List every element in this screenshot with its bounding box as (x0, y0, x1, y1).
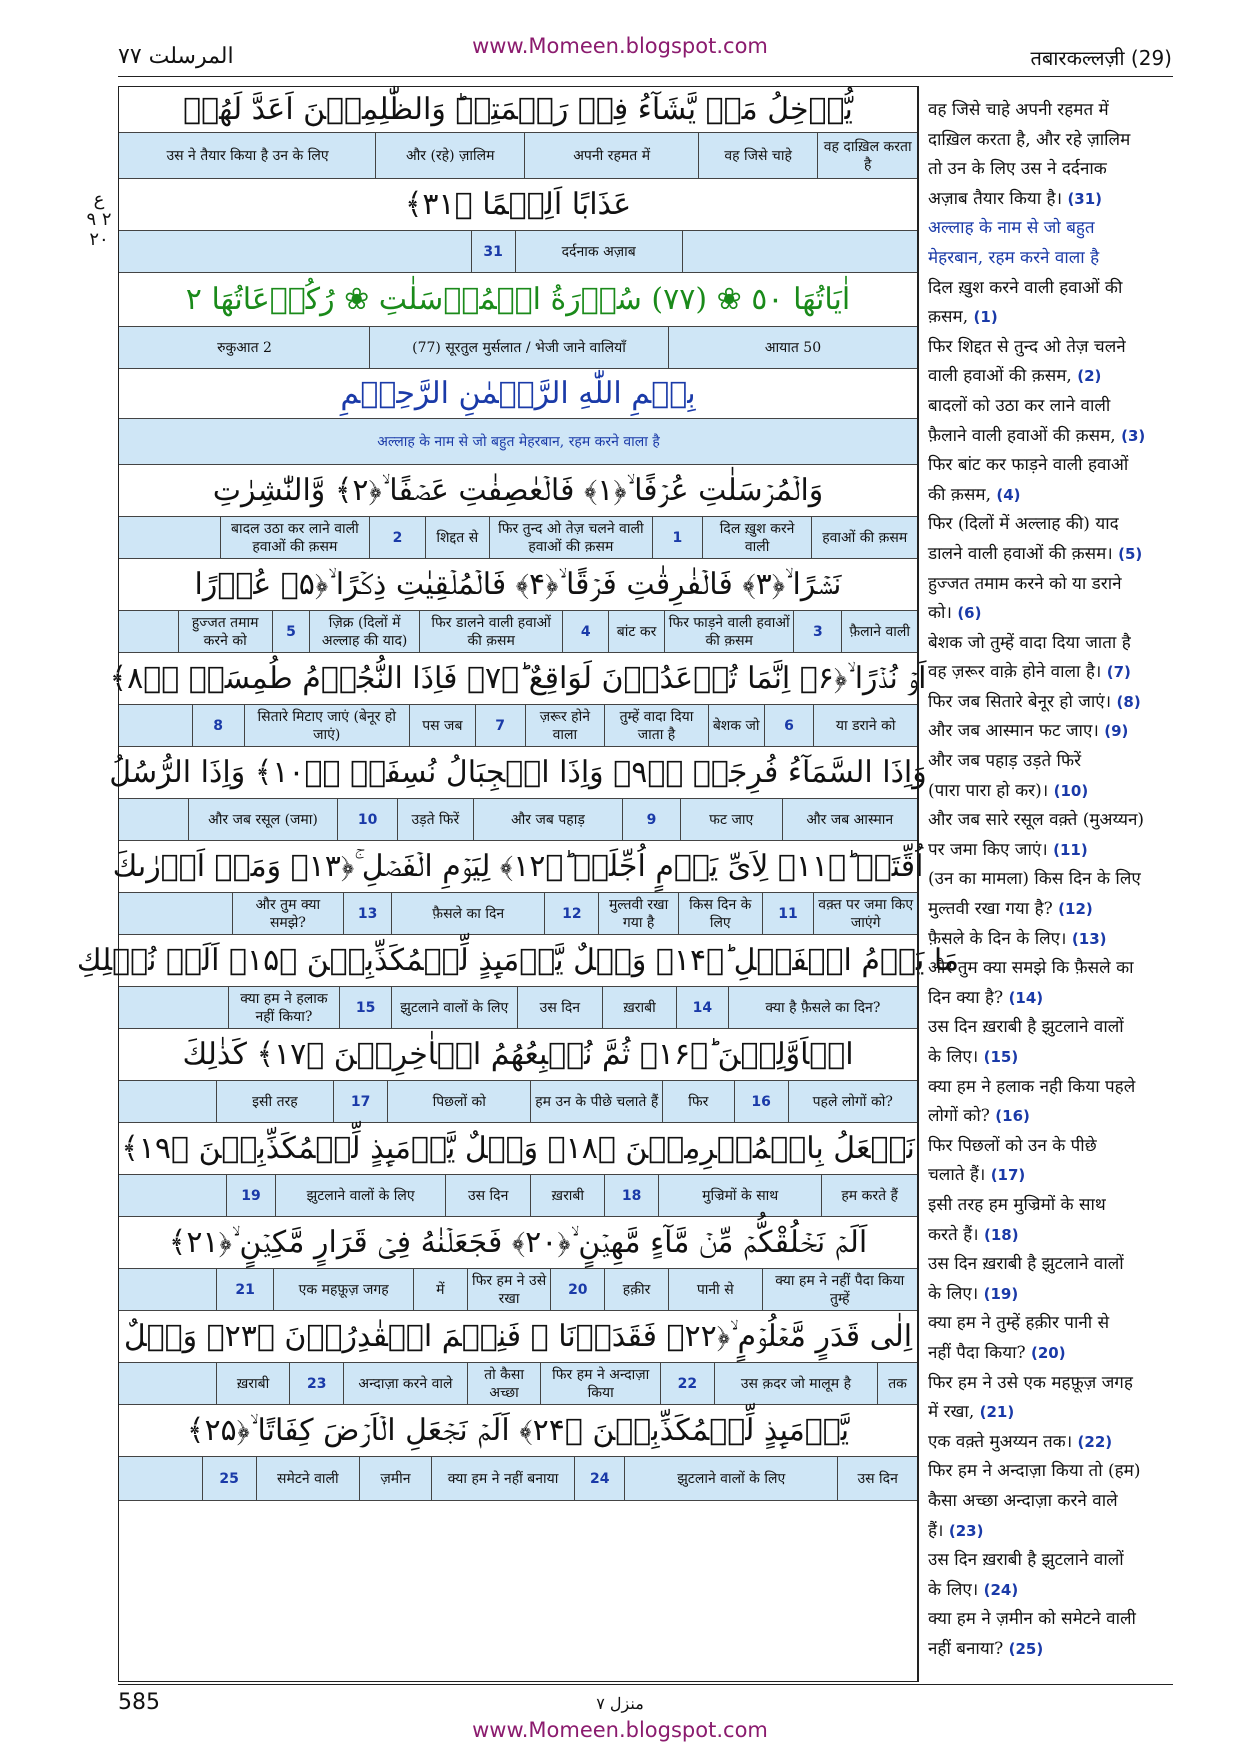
word-meaning-cell: किस दिन के लिए (678, 893, 762, 934)
page-number: 585 (118, 1690, 160, 1715)
verse-number-cell: 2 (369, 517, 425, 558)
translation-text: फिर बांट कर फाड़ने वाली हवाओं (928, 455, 1129, 476)
translation-line (928, 126, 1170, 156)
verse-number-cell: 20 (550, 1269, 604, 1310)
translation-text: फिर पिछलों को उन के पीछे (928, 1135, 1097, 1156)
translation-line (928, 1487, 1170, 1517)
translation-line (928, 1369, 1170, 1399)
word-meaning-cell: फिर हम ने अन्दाज़ा किया (540, 1363, 660, 1404)
word-meaning-cell: दिल ख़ुश करने वाली (702, 517, 812, 558)
arabic-verse-row: اَوۡ نُذۡرًا ۙ﴿۶﴾ اِنَّمَا تُوۡعَدُوۡنَ لَوَاقِعٌ ؕ﴿۷﴾ فَاِذَا النُّجُوۡمُ طُمِسَتۡ ۙ﴿۸﴾ (119, 653, 917, 705)
translation-row (119, 419, 917, 465)
word-meaning-cell: और (रहे) ज़ालिम (375, 133, 524, 178)
word-meaning-cell (120, 231, 471, 272)
word-meaning-cell: उड़ते फिरें (397, 799, 473, 840)
translation-line (928, 570, 1170, 600)
website-footer[interactable]: www.Momeen.blogspot.com (472, 1718, 768, 1742)
word-meaning-cell (120, 705, 192, 746)
translation-text: के लिए। (928, 1283, 984, 1304)
word-meaning-cell: हम उन के पीछे चलाते हैं (530, 1081, 662, 1122)
verse-number: (14) (1008, 988, 1044, 1007)
verse-number: (13) (1071, 929, 1107, 948)
word-meaning-cell: उस दिन (445, 1175, 531, 1216)
word-meaning-cell (120, 1269, 216, 1310)
word-meaning-cell: हुज्जत तमाम करने को (178, 611, 272, 652)
verse-number: (7) (1106, 663, 1131, 682)
verse-number-cell: 6 (764, 705, 814, 746)
translation-text: उस दिन ख़राबी है झुटलाने वालों (928, 1017, 1124, 1038)
arabic-verse-row: عَذَابًا اَلِيۡمًا ﴿۳۱﴾ (119, 179, 917, 231)
word-meaning-cell: मुल्तवी रखा गया है (598, 893, 678, 934)
verse-number: (22) (1077, 1432, 1113, 1451)
translation-text: चलाते हैं। (928, 1165, 991, 1186)
word-meaning-cell (120, 987, 228, 1028)
verse-number-cell: 15 (339, 987, 391, 1028)
translation-row (119, 799, 917, 841)
word-meaning-cell: फिर तुन्द ओ तेज़ चलने वाली हवाओं की क़सम (489, 517, 652, 558)
verse-number-cell: 11 (762, 893, 814, 934)
verse-number: (19) (983, 1284, 1019, 1303)
translation-text: अज़ाब तैयार किया है। (928, 188, 1068, 209)
verse-number: (25) (1008, 1639, 1044, 1658)
word-meaning-cell: वह दाख़िल करता है (817, 133, 917, 178)
translation-row (119, 517, 917, 559)
word-meaning-cell: बेशक जो (708, 705, 764, 746)
word-meaning-cell: क्या हम ने नहीं बनाया (431, 1457, 574, 1500)
word-meaning-cell: फिर फाड़ने वाली हवाओं की क़सम (664, 611, 794, 652)
translation-text: उस दिन ख़राबी है झुटलाने वालों (928, 1550, 1124, 1571)
translation-text: एक वक़्ते मुअय्यन तक। (928, 1431, 1078, 1452)
translation-line (928, 451, 1170, 481)
translation-line (928, 629, 1170, 659)
translation-text: दाख़िल करता है, और रहे ज़ालिम (928, 129, 1131, 150)
translation-text: की क़सम, (928, 484, 997, 505)
verse-number-cell: 24 (574, 1457, 624, 1500)
word-meaning-cell: क्या हम ने नहीं पैदा किया तुम्हें (762, 1269, 917, 1310)
word-meaning-cell: एक महफ़ूज़ जगह (273, 1269, 412, 1310)
translation-text: बेशक जो तुम्हें वादा दिया जाता है (928, 632, 1131, 653)
translation-text: क्या हम ने तुम्हें हक़ीर पानी से (928, 1313, 1110, 1334)
translation-line (928, 1635, 1170, 1665)
word-meaning-cell (120, 799, 188, 840)
word-meaning-cell: सितारे मिटाए जाएं (बेनूर हो जाएं) (244, 705, 409, 746)
translation-line (928, 1517, 1170, 1547)
word-meaning-cell: तो कैसा अच्छा (467, 1363, 541, 1404)
translation-line (928, 362, 1170, 392)
word-meaning-cell: अपनी रहमत में (524, 133, 697, 178)
word-meaning-cell: हक़ीर (604, 1269, 668, 1310)
translation-line (928, 1457, 1170, 1487)
translation-text: फिर हम ने उसे एक महफ़ूज़ जगह (928, 1372, 1133, 1393)
verse-number-cell: 21 (216, 1269, 274, 1310)
translation-text: और तुम क्या समझे कि फ़ैसले का (928, 958, 1134, 979)
word-meaning-cell: पहले लोगों को? (788, 1081, 918, 1122)
verse-number-cell: 8 (192, 705, 244, 746)
verse-number: (21) (979, 1403, 1015, 1422)
verse-number-cell: 19 (226, 1175, 276, 1216)
translation-text: क़सम, (928, 307, 974, 328)
translation-row (119, 1081, 917, 1123)
translation-line (928, 303, 1170, 333)
translation-row (119, 1457, 917, 1501)
translation-line (928, 1221, 1170, 1251)
translation-text: दिल ख़ुश करने वाली हवाओं की (928, 277, 1123, 298)
translation-column (928, 96, 1170, 1664)
translation-line (928, 1428, 1170, 1458)
manzil-label: منزل ۷ (596, 1694, 644, 1713)
word-meaning-cell (120, 611, 178, 652)
translation-text: और जब पहाड़ उड़ते फिरें (928, 751, 1082, 772)
translation-text: के लिए। (928, 1047, 984, 1067)
word-meaning-cell: झुटलाने वालों के लिए (624, 1457, 837, 1500)
word-meaning-cell (120, 1175, 226, 1216)
word-meaning-cell: मुज्रिमों के साथ (658, 1175, 821, 1216)
translation-text: लोगों को? (928, 1106, 996, 1127)
translation-line (928, 1043, 1170, 1073)
word-meaning-cell: फिर डालने वाली हवाओं की क़सम (419, 611, 562, 652)
translation-line (928, 806, 1170, 836)
verse-number-cell: 31 (471, 231, 515, 272)
verse-number-cell: 18 (604, 1175, 658, 1216)
word-meaning-cell: वक़्त पर जमा किए जाएंगे (813, 893, 917, 934)
translation-text: डालने वाली हवाओं की क़सम। (928, 543, 1119, 564)
word-meaning-cell (120, 1457, 202, 1500)
translation-line (928, 1161, 1170, 1191)
verse-number: (4) (996, 485, 1021, 504)
translation-line (928, 895, 1170, 925)
arabic-verse-row: يُّدۡخِلُ مَنۡ يَّشَآءُ فِىۡ رَحۡمَتِهٖ‌ؕ وَالظّٰلِمِيۡنَ اَعَدَّ لَهُمۡ (119, 87, 917, 133)
translation-line (928, 274, 1170, 304)
translation-line (928, 1605, 1170, 1635)
translation-text: फिर शिद्दत से तुन्द ओ तेज़ चलने (928, 336, 1126, 357)
translation-row (119, 327, 917, 369)
word-meaning-cell: और जब रसूल (जमा) (188, 799, 337, 840)
translation-text: और जब आस्मान फट जाए। (928, 721, 1105, 742)
translation-line (928, 954, 1170, 984)
word-meaning-cell: उस दिन (837, 1457, 917, 1500)
word-meaning-cell: और तुम क्या समझे? (232, 893, 344, 934)
translation-text: उस दिन ख़राबी है झुटलाने वालों (928, 1254, 1124, 1275)
translation-row (119, 1269, 917, 1311)
verse-number-cell: 22 (660, 1363, 714, 1404)
translation-text: (पारा पारा हो कर)। (928, 780, 1054, 801)
translation-line (928, 422, 1170, 452)
word-meaning-cell: ज़रूर होने वाला (525, 705, 605, 746)
translation-line (928, 925, 1170, 955)
translation-text: तो उन के लिए उस ने दर्दनाक (928, 159, 1107, 180)
translation-line (928, 865, 1170, 895)
translation-text: कैसा अच्छा अन्दाज़ा करने वाले (928, 1490, 1118, 1511)
word-meaning-cell: तुम्हें वादा दिया जाता है (604, 705, 708, 746)
word-meaning-cell: उस क़दर जो मालूम है (714, 1363, 877, 1404)
translation-line (928, 155, 1170, 185)
word-meaning-cell: या डराने को (813, 705, 917, 746)
translation-text: क्या हम ने ज़मीन को समेटने वाली (928, 1609, 1136, 1630)
verse-number-cell: 7 (475, 705, 525, 746)
arabic-verse-row: مَا يَوۡمُ الۡفَصۡلِ ؕ﴿۱۴﴾ وَيۡلٌ يَّوۡمَٮِٕذٍ لِّلۡمُكَذِّبِيۡنَ ﴿۱۵﴾ اَلَمۡ نُهۡلِكِ (119, 935, 917, 987)
translation-text: दिन क्या है? (928, 987, 1009, 1008)
translation-text: नहीं बनाया? (928, 1638, 1009, 1659)
translation-line (928, 185, 1170, 215)
word-meaning-cell: और जब आस्मान (782, 799, 917, 840)
translation-row (119, 987, 917, 1029)
translation-line (928, 1280, 1170, 1310)
verse-number: (18) (983, 1225, 1019, 1244)
verse-number: (31) (1067, 189, 1103, 208)
word-meaning-cell: फिर (662, 1081, 734, 1122)
word-meaning-cell (120, 1081, 216, 1122)
word-meaning-cell: उस दिन (517, 987, 603, 1028)
verse-number: (15) (983, 1048, 1019, 1066)
word-meaning-cell (682, 231, 917, 272)
word-meaning-cell: पानी से (668, 1269, 762, 1310)
word-meaning-cell: पिछलों को (387, 1081, 530, 1122)
translation-line (928, 1102, 1170, 1132)
verse-number: (1) (973, 308, 998, 327)
word-meaning-cell: बांट कर (608, 611, 664, 652)
translation-line (928, 244, 1170, 274)
word-meaning-cell: फट जाए (680, 799, 782, 840)
word-meaning-cell: झुटलाने वालों के लिए (391, 987, 517, 1028)
arabic-verse-row: نَشۡرًا ۙ﴿۳﴾ فَالۡفٰرِقٰتِ فَرۡقًا ۙ﴿۴﴾ فَالۡمُلۡقِيٰتِ ذِكۡرًا ۙ﴿۵﴾ عُذۡرًا (119, 559, 917, 611)
arabic-verse-row: اٰيَاتُهَا ٥٠ ❀ (٧٧) سُوۡرَةُ الۡمُرۡسَلٰتِ ❀ رُكُوۡعَاتُهَا ٢ (119, 273, 917, 327)
word-meaning-cell: फिर हम ने उसे रखा (467, 1269, 551, 1310)
word-meaning-cell: पस जब (409, 705, 475, 746)
word-meaning-cell: झुटलाने वालों के लिए (275, 1175, 444, 1216)
juz-header: तबारकल्लज़ी (29) (1030, 46, 1172, 70)
translation-line (928, 214, 1170, 244)
translation-line (928, 1576, 1170, 1606)
translation-line (928, 599, 1170, 629)
verse-number-cell: 1 (652, 517, 702, 558)
arabic-verse-row: الۡاَوَّلِيۡنَ ؕ﴿۱۶﴾ ثُمَّ نُتۡبِعُهُمُ الۡاٰخِرِيۡنَ ﴿۱۷﴾ كَذٰلِكَ (119, 1029, 917, 1081)
verse-number-cell: 5 (272, 611, 310, 652)
website-header[interactable]: www.Momeen.blogspot.com (472, 34, 768, 58)
translation-line (928, 1309, 1170, 1339)
translation-line (928, 1339, 1170, 1369)
footer-rule (118, 1684, 1173, 1685)
verse-number: (24) (983, 1580, 1019, 1599)
word-meaning-cell (120, 517, 220, 558)
translation-text: फिर हम ने अन्दाज़ा किया तो (हम) (928, 1461, 1141, 1482)
translation-line (928, 540, 1170, 570)
word-meaning-cell: उस ने तैयार किया है उन के लिए (166, 147, 329, 164)
translation-text: मेहरबान, रहम करने वाला है (928, 247, 1100, 268)
arabic-verse-row: بِسۡمِ اللّٰهِ الرَّحۡمٰنِ الرَّحِيۡمِ (119, 369, 917, 419)
translation-line (928, 984, 1170, 1014)
translation-text: के लिए। (928, 1579, 984, 1600)
translation-text: फिर जब सितारे बेनूर हो जाएं। (928, 691, 1117, 712)
word-meaning-cell: समेटने वाली (256, 1457, 360, 1500)
translation-text: वह ज़रूर वाक़े होने वाला है। (928, 662, 1107, 683)
verse-number: (12) (1058, 900, 1093, 919)
word-meaning-cell: रुकुआत 2 (217, 339, 272, 356)
word-meaning-cell: तक (877, 1363, 917, 1404)
arabic-verse-row: يَّوۡمَٮِٕذٍ لِّلۡمُكَذِّبِيۡنَ ﴿۲۴﴾ اَلَمۡ نَجۡعَلِ الۡاَرۡضَ كِفَاتًا ۙ﴿۲۵﴾ (119, 1405, 917, 1457)
arabic-verse-row: وَالۡمُرۡسَلٰتِ عُرۡفًا ۙ﴿۱﴾ فَالۡعٰصِفٰتِ عَصۡفًا ۙ﴿۲﴾ وَّالنّٰشِرٰتِ (119, 465, 917, 517)
translation-row (119, 231, 917, 273)
word-meaning-cell: ख़राबी (602, 987, 676, 1028)
word-meaning-cell: ज़िक्र (दिलों में अल्लाह की याद) (309, 611, 419, 652)
translation-line (928, 481, 1170, 511)
verse-number-cell: 23 (289, 1363, 343, 1404)
arabic-verse-row: نَفۡعَلُ بِالۡمُجۡرِمِيۡنَ ﴿۱۸﴾ وَيۡلٌ يَّوۡمَٮِٕذٍ لِّلۡمُكَذِّبِيۡنَ ﴿۱۹﴾ (119, 1123, 917, 1175)
word-meaning-cell: फ़ैलाने वाली (841, 611, 917, 652)
verse-number: (6) (957, 604, 982, 623)
verse-number-cell: 4 (562, 611, 608, 652)
verse-number: (23) (948, 1521, 984, 1540)
word-meaning-cell: अल्लाह के नाम से जो बहुत मेहरबान, रहम करने वाला है (377, 433, 660, 450)
translation-text: हैं। (928, 1520, 949, 1541)
surah-name-header: المرسلت ۷۷ (118, 44, 234, 69)
translation-text: फ़ैलाने वाली हवाओं की क़सम, (928, 425, 1122, 446)
verse-number: (17) (990, 1166, 1026, 1185)
translation-text: फिर (दिलों में अल्लाह की) याद (928, 514, 1119, 535)
translation-line (928, 1073, 1170, 1103)
translation-row (119, 133, 917, 179)
translation-text: क्या हम ने हलाक नही किया पहले (928, 1076, 1136, 1097)
verse-number-cell: 14 (676, 987, 728, 1028)
word-meaning-cell: शिद्दत से (425, 517, 489, 558)
translation-text: मुल्तवी रखा गया है? (928, 899, 1059, 920)
translation-text: अल्लाह के नाम से जो बहुत (928, 218, 1095, 239)
word-meaning-cell: इसी तरह (216, 1081, 334, 1122)
word-meaning-cell: और जब पहाड़ (473, 799, 622, 840)
word-meaning-cell: ख़राबी (216, 1363, 290, 1404)
verse-number: (10) (1053, 781, 1089, 800)
translation-text: फ़ैसले के दिन के लिए। (928, 928, 1072, 949)
verse-number-cell: 16 (734, 1081, 788, 1122)
word-meaning-cell (120, 893, 232, 934)
arabic-verse-row: وَاِذَا السَّمَآءُ فُرِجَتۡ ۙ﴿۹﴾ وَاِذَا الۡجِبَالُ نُسِفَتۡ ۙ﴿۱۰﴾ وَاِذَا الرُّسُلُ (119, 747, 917, 799)
translation-text: हुज्जत तमाम करने को या डराने (928, 573, 1122, 594)
translation-line (928, 1132, 1170, 1162)
word-meaning-cell: ज़मीन (359, 1457, 431, 1500)
word-meaning-cell (120, 1363, 216, 1404)
word-meaning-cell: फ़ैसले का दिन (391, 893, 544, 934)
translation-line (928, 836, 1170, 866)
translation-text: वह जिसे चाहे अपनी रहमत में (928, 100, 1109, 120)
translation-text: इसी तरह हम मुज्रिमों के साथ (928, 1194, 1106, 1215)
word-meaning-cell: बादल उठा कर लाने वाली हवाओं की क़सम (220, 517, 369, 558)
translation-line (928, 717, 1170, 747)
translation-line (928, 510, 1170, 540)
word-meaning-cell: आयात 50 (668, 327, 917, 368)
word-meaning-cell: वह जिसे चाहे (698, 133, 818, 178)
translation-line (928, 392, 1170, 422)
arabic-verse-row: اُقِّتَتۡ ؕ﴿۱۱﴾ لِاَىِّ يَوۡمٍ اُجِّلَتۡ ؕ﴿۱۲﴾ لِيَوۡمِ الۡفَصۡلِ ۚ﴿۱۳﴾ وَمَاۤ اَدۡرٰٮكَ (119, 841, 917, 893)
translation-row (119, 705, 917, 747)
word-meaning-cell: क्या है फ़ैसले का दिन? (728, 987, 917, 1028)
verse-number-cell: 3 (793, 611, 841, 652)
translation-line (928, 658, 1170, 688)
verse-number: (11) (1053, 840, 1088, 859)
word-meaning-cell: दर्दनाक अज़ाब (515, 231, 682, 272)
verse-number-cell: 25 (202, 1457, 256, 1500)
translation-line (928, 1191, 1170, 1221)
verse-number: (9) (1104, 722, 1129, 741)
verse-number-cell: 13 (343, 893, 391, 934)
verse-number-cell: 17 (333, 1081, 387, 1122)
word-meaning-cell: क्या हम ने हलाक नहीं किया? (228, 987, 340, 1028)
verse-number-cell: 9 (622, 799, 680, 840)
translation-line (928, 1250, 1170, 1280)
translation-line (928, 333, 1170, 363)
word-meaning-cell: (77) सूरतुल मुर्सलात / भेजी जाने वालियाँ (369, 327, 668, 368)
verse-number: (2) (1077, 367, 1102, 386)
ruku-marker: ع ٢ ٩ ٢٠ (86, 189, 112, 250)
word-meaning-cell: में (413, 1269, 467, 1310)
verse-number: (16) (995, 1107, 1030, 1126)
translation-line (928, 688, 1170, 718)
arabic-verse-row: اَلَمۡ نَخۡلُقْكُّمۡ مِّنۡ مَّآءٍ مَّهِيۡنٍ ۙ﴿۲۰﴾ فَجَعَلۡنٰهُ فِىۡ قَرَارٍ مَّكِيۡنٍ ۙ﴿۲۱﴾ (119, 1217, 917, 1269)
translation-line (928, 1546, 1170, 1576)
word-meaning-cell: ख़राबी (530, 1175, 604, 1216)
verse-number-cell: 12 (544, 893, 598, 934)
translation-row (119, 1363, 917, 1405)
translation-text: पर जमा किए जाएं। (928, 839, 1054, 860)
translation-row (119, 1175, 917, 1217)
translation-text: बादलों को उठा कर लाने वाली (928, 395, 1111, 416)
translation-text: को। (928, 603, 958, 624)
verse-number: (20) (1031, 1343, 1066, 1362)
translation-row (119, 893, 917, 935)
translation-line (928, 777, 1170, 807)
verse-number-cell: 10 (337, 799, 397, 840)
translation-text: (उन का मामला) किस दिन के लिए (928, 869, 1141, 890)
translation-text: वाली हवाओं की क़सम, (928, 366, 1078, 387)
column-divider (918, 86, 919, 1682)
verse-number: (8) (1116, 692, 1141, 711)
translation-line (928, 1013, 1170, 1043)
translation-text: करते हैं। (928, 1224, 984, 1245)
translation-line (928, 96, 1170, 126)
word-meaning-cell: हम करते हैं (821, 1175, 917, 1216)
word-meaning-cell: अन्दाज़ा करने वाले (343, 1363, 467, 1404)
translation-line (928, 1398, 1170, 1428)
verse-number: (5) (1118, 544, 1143, 563)
header-rule (118, 76, 1173, 77)
word-meaning-cell: हवाओं की क़सम (811, 517, 917, 558)
translation-text: नहीं पैदा किया? (928, 1342, 1031, 1363)
translation-line (928, 747, 1170, 777)
translation-text: में रखा, (928, 1402, 980, 1423)
translation-row (119, 611, 917, 653)
verse-number: (3) (1121, 426, 1146, 445)
arabic-verse-row: اِلٰى قَدَرٍ مَّعۡلُوۡمٍ ۙ﴿۲۲﴾ فَقَدَرۡنَا ۖ فَنِعۡمَ الۡقٰدِرُوۡنَ ﴿۲۳﴾ وَيۡلٌ (119, 1311, 917, 1363)
translation-text: और जब सारे रसूल वक़्ते (मुअय्यन) (928, 810, 1145, 831)
